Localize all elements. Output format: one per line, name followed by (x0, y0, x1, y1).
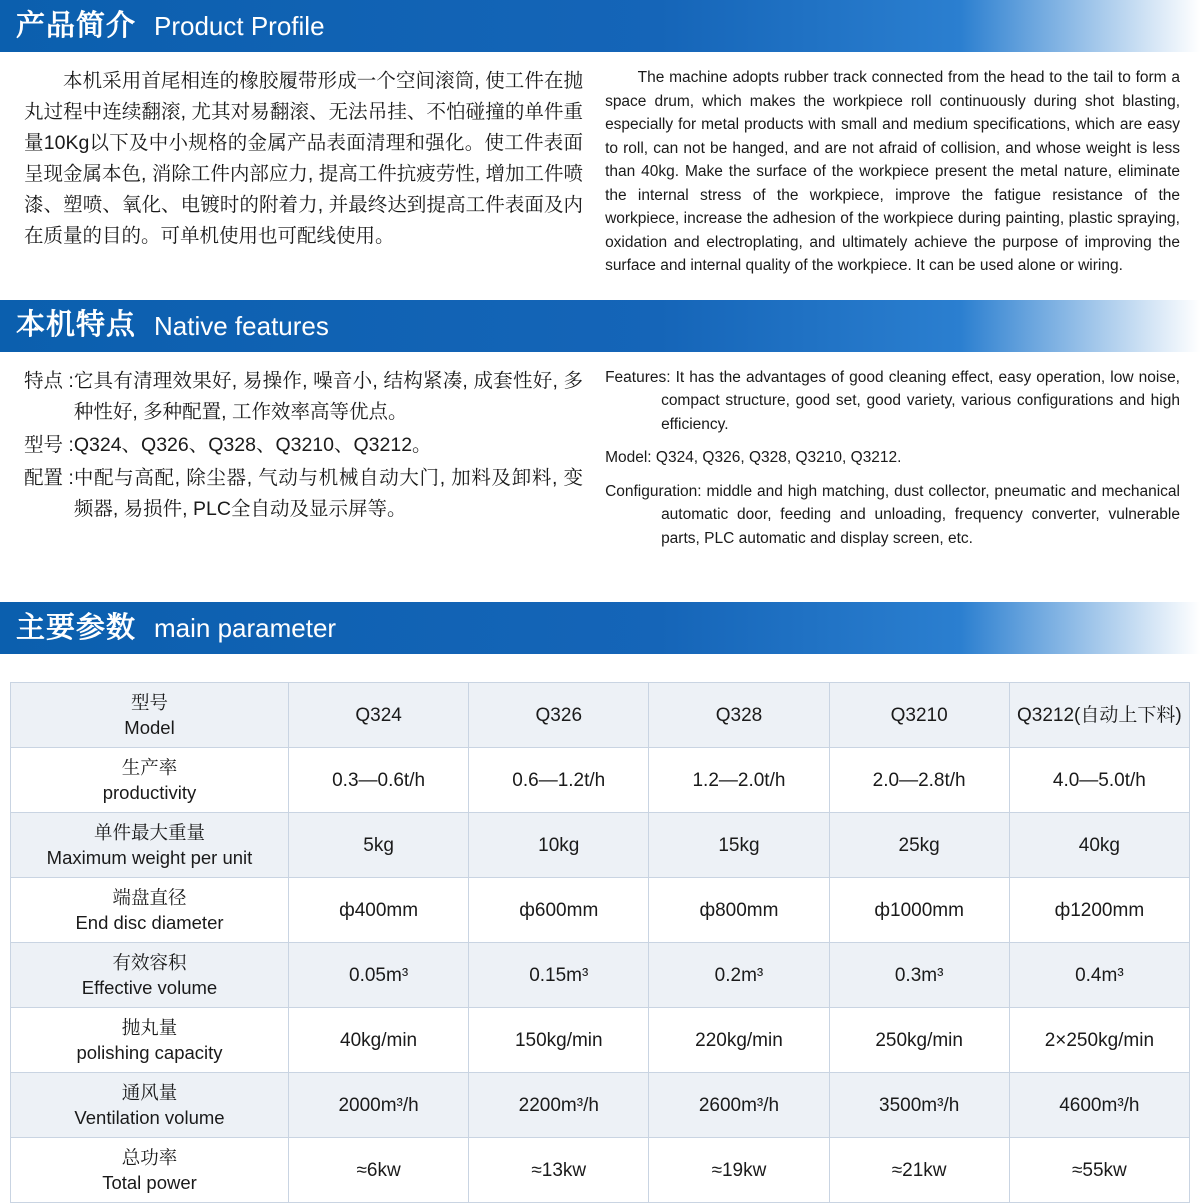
row-header-cn: 抛丸量 (121, 1017, 178, 1038)
cell-value: 0.6—1.2t/h (512, 769, 606, 791)
row-header (11, 1008, 289, 1073)
row-header-en: End disc diameter (75, 912, 224, 933)
table-cell (1009, 1138, 1189, 1203)
table-cell (649, 1008, 829, 1073)
table-cell (649, 748, 829, 813)
cell-value: ф400mm (339, 899, 419, 921)
table-cell (829, 943, 1009, 1008)
table-cell (829, 878, 1009, 943)
cell-value: 4.0—5.0t/h (1052, 769, 1146, 791)
row-header-en: productivity (102, 782, 197, 803)
table-cell (1009, 1073, 1189, 1138)
table-row (11, 1008, 1190, 1073)
cell-value: Q324 (355, 704, 402, 726)
cell-value: ≈6kw (356, 1159, 401, 1181)
main-parameter-table (10, 682, 1190, 1203)
cell-value: 40kg/min (340, 1029, 418, 1051)
feature-label: 配置 : (24, 466, 74, 489)
cell-value: ≈13kw (531, 1159, 587, 1181)
cell-value: 3500m³/h (879, 1094, 960, 1116)
product-profile-cn-text: 本机采用首尾相连的橡胶履带形成一个空间滚筒, 使工件在抛丸过程中连续翻滚, 尤其对易翻滚、无法吊挂、不怕碰撞的单件重量10Kg以下及中小规格的金属产品表面清理和强化。使工件表面呈现金属本色, 消除工件内部应力, 提高工件抗疲劳性, 增加工件喷漆、塑喷、氧化、电镀时的附着力, 并最终达到提高工件表面及内在质量的目的。可单机使用也可配线使用。 (24, 70, 584, 247)
row-header (11, 878, 289, 943)
cell-value: 15kg (718, 834, 760, 856)
cell-value: 0.2m³ (714, 964, 764, 986)
section-title-en: main parameter (154, 613, 337, 643)
cell-value: 0.4m³ (1075, 964, 1124, 986)
row-header-en: Total power (102, 1172, 197, 1193)
cell-value: 5kg (363, 834, 394, 856)
feature-value: 中配与高配, 除尘器, 气动与机械自动大门, 加料及卸料, 变频器, 易损件, PLC全自动及显示屏等。 (73, 466, 584, 520)
section-header-product-profile (0, 0, 1200, 52)
cell-value: ≈21kw (891, 1159, 947, 1181)
cell-value: 250kg/min (875, 1029, 963, 1051)
row-header (11, 943, 289, 1008)
feature-row (24, 430, 583, 461)
table-cell (829, 683, 1009, 748)
table-cell (289, 748, 469, 813)
table-cell (469, 813, 649, 878)
table-cell (469, 878, 649, 943)
cell-value: 220kg/min (695, 1029, 783, 1051)
cell-value: 0.05m³ (349, 964, 409, 986)
row-header (11, 748, 289, 813)
feature-label: 型号 : (24, 433, 74, 456)
row-header-cn: 通风量 (121, 1082, 178, 1103)
cell-value: 2×250kg/min (1044, 1029, 1155, 1051)
section-header-native-features (0, 300, 1200, 352)
cell-value: 1.2—2.0t/h (692, 769, 786, 791)
cell-value: 4600m³/h (1059, 1094, 1140, 1116)
table-cell (289, 683, 469, 748)
table-cell (649, 943, 829, 1008)
native-features-body (0, 352, 1200, 561)
cell-value: Q3210 (890, 704, 948, 726)
cell-value: ≈19kw (711, 1159, 767, 1181)
feature-en-block (605, 480, 1180, 551)
table-row (11, 813, 1190, 878)
cell-value: 0.3—0.6t/h (332, 769, 426, 791)
product-profile-en-column (605, 66, 1190, 278)
section-title-en: Product Profile (154, 11, 325, 41)
table-cell (1009, 683, 1189, 748)
feature-label: 特点 : (24, 369, 74, 392)
row-header-cn: 生产率 (121, 757, 178, 778)
cell-value: ф600mm (519, 899, 599, 921)
spacer-before-table (0, 654, 1200, 682)
row-header (11, 813, 289, 878)
product-profile-body (0, 52, 1200, 278)
cell-value: ф1000mm (874, 899, 964, 921)
cell-value: ф800mm (699, 899, 779, 921)
section-header-main-parameter (0, 602, 1200, 654)
table-row (11, 1138, 1190, 1203)
feature-value: Q324、Q326、Q328、Q3210、Q3212。 (73, 433, 432, 456)
table-cell (649, 1073, 829, 1138)
feature-en-block (605, 446, 1180, 470)
table-cell (469, 748, 649, 813)
table-row (11, 943, 1190, 1008)
table-cell (829, 748, 1009, 813)
cell-value: Q326 (535, 704, 583, 726)
cell-value: ≈55kw (1071, 1159, 1127, 1181)
table-cell (829, 1073, 1009, 1138)
feature-en-text: Features: It has the advantages of good cleaning effect, easy operation, low noise, compact structure, good set, good variety, various configurations and high efficiency. (605, 368, 1180, 433)
cell-value: 0.15m³ (529, 964, 589, 986)
row-header (11, 683, 289, 748)
table-cell (469, 1008, 649, 1073)
table-cell (289, 943, 469, 1008)
cell-value: ф1200mm (1054, 899, 1145, 921)
table-cell (469, 1138, 649, 1203)
table-row (11, 1073, 1190, 1138)
cell-value: Q328 (715, 704, 763, 726)
table-cell (649, 813, 829, 878)
table-cell (289, 1008, 469, 1073)
feature-en-text: Model: Q324, Q326, Q328, Q3210, Q3212. (605, 449, 902, 466)
table-cell (289, 1073, 469, 1138)
row-header (11, 1073, 289, 1138)
row-header-en: Maximum weight per unit (46, 847, 253, 868)
feature-en-text: Configuration: middle and high matching, dust collector, pneumatic and mechanical automatic door, feeding and unloading, frequency converter, vulnerable parts, PLC automatic and display screen, etc. (605, 482, 1180, 547)
feature-row (24, 366, 583, 428)
row-header-en: Model (124, 717, 175, 738)
table-cell (469, 943, 649, 1008)
feature-value: 它具有清理效果好, 易操作, 噪音小, 结构紧凑, 成套性好, 多种性好, 多种配置, 工作效率高等优点。 (73, 369, 584, 423)
section-title-cn: 产品简介 (16, 9, 137, 42)
feature-en-block (605, 366, 1180, 437)
table-cell (469, 1073, 649, 1138)
cell-value: 0.3m³ (894, 964, 944, 986)
cell-value: Q3212(自动上下料) (1017, 704, 1182, 726)
cell-value: 2200m³/h (518, 1094, 599, 1116)
row-header-cn: 型号 (130, 692, 168, 713)
table-cell (1009, 813, 1189, 878)
row-header-en: polishing capacity (76, 1042, 223, 1063)
product-profile-cn-column (10, 66, 605, 278)
table-row (11, 878, 1190, 943)
native-features-cn-column (10, 366, 605, 561)
table-cell (289, 1138, 469, 1203)
row-header (11, 1138, 289, 1203)
table-cell (1009, 748, 1189, 813)
product-profile-en-text: The machine adopts rubber track connected from the head to the tail to form a space drum, which makes the workpiece roll continuously during shot blasting, especially for metal products with small and medium specifications, which are easy to roll, can not be hanged, and are not afraid of collision, and whose weight is less than 40kg. Make the surface of the workpiece present the metal nature, eliminate the internal stress of the workpiece, improve the fatigue resistance of the workpiece, increase the adhesion of the workpiece during painting, plastic spraying, oxidation and electroplating, and ultimately achieve the purpose of improving the surface and internal quality of the workpiece. It can be used alone or wiring. (605, 69, 1180, 274)
section-title-en: Native features (154, 310, 329, 341)
cell-value: 2000m³/h (338, 1094, 419, 1116)
table-cell (1009, 943, 1189, 1008)
native-features-en-column (605, 366, 1190, 561)
cell-value: 25kg (898, 834, 940, 856)
table-row (11, 683, 1190, 748)
table-cell (289, 878, 469, 943)
row-header-cn: 总功率 (121, 1147, 178, 1168)
feature-row (24, 463, 583, 525)
cell-value: 40kg (1078, 834, 1120, 856)
section-title-cn: 本机特点 (16, 309, 137, 341)
table-cell (649, 1138, 829, 1203)
section-title-cn: 主要参数 (16, 611, 137, 644)
table-cell (1009, 1008, 1189, 1073)
row-header-cn: 端盘直径 (112, 887, 187, 908)
row-header-en: Effective volume (81, 977, 218, 998)
row-header-cn: 单件最大重量 (93, 822, 205, 843)
cell-value: 150kg/min (514, 1029, 603, 1051)
spacer-after-features (0, 560, 1200, 602)
cell-value: 10kg (538, 834, 580, 856)
row-header-cn: 有效容积 (112, 952, 187, 973)
table-cell (649, 683, 829, 748)
table-row (11, 748, 1190, 813)
table-cell (829, 1008, 1009, 1073)
table-cell (649, 878, 829, 943)
table-cell (829, 1138, 1009, 1203)
table-cell (469, 683, 649, 748)
cell-value: 2.0—2.8t/h (872, 769, 966, 791)
table-cell (1009, 878, 1189, 943)
row-header-en: Ventilation volume (74, 1107, 225, 1128)
table-cell (289, 813, 469, 878)
spacer-after-profile (0, 278, 1200, 300)
table-cell (829, 813, 1009, 878)
cell-value: 2600m³/h (698, 1094, 780, 1116)
